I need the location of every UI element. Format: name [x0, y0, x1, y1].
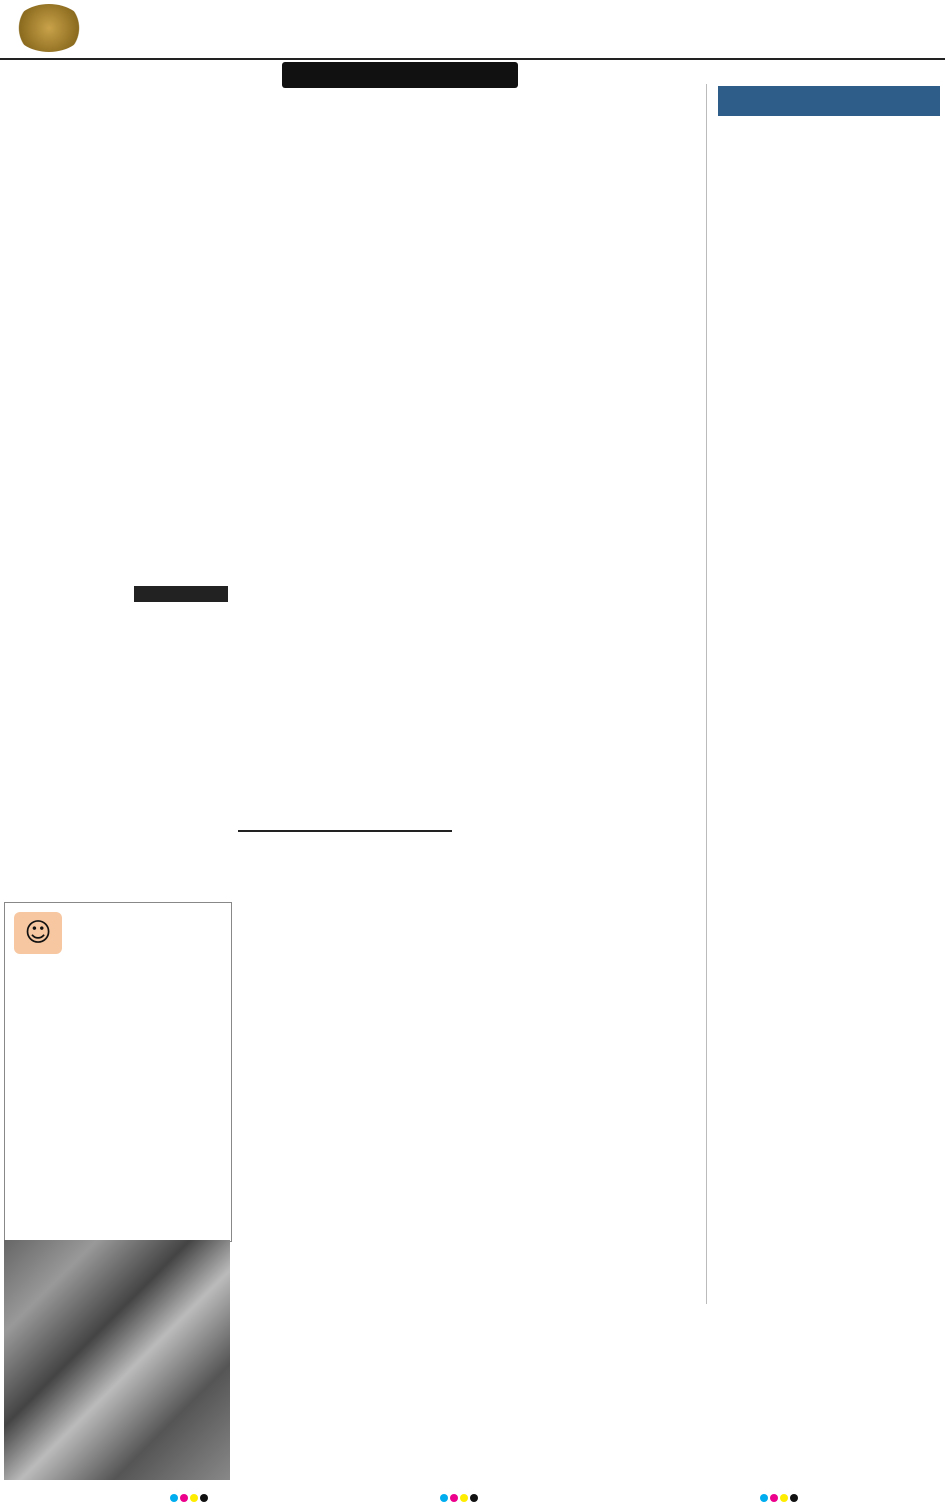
story6-body — [596, 586, 692, 1486]
satellite-image — [4, 1240, 230, 1480]
agenda-title — [282, 62, 518, 88]
story3-body — [238, 1232, 452, 1492]
horoscope-title — [718, 86, 940, 116]
cartoon-faces-icon: ☺ — [14, 912, 62, 954]
ugramali-masthead — [14, 908, 220, 956]
story-col2-body — [238, 586, 452, 824]
story2-headline — [238, 830, 452, 832]
masthead — [0, 0, 945, 60]
anniversary-logo — [14, 4, 84, 52]
continued-marker — [134, 586, 228, 602]
agenda-listing — [4, 92, 694, 576]
story2-body — [238, 886, 452, 1186]
story1-body — [4, 622, 230, 890]
print-registration-marks — [0, 1486, 945, 1497]
horoscope-panel — [706, 84, 943, 1304]
